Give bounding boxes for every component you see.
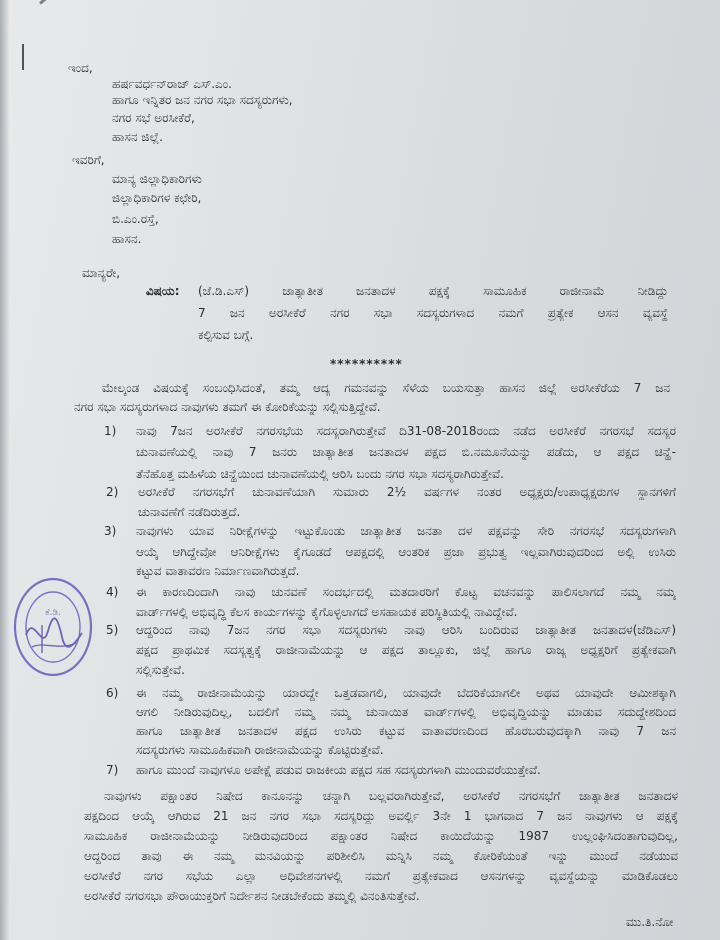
to-line: ಬಿ.ಎಂ.ರಸ್ತೆ, [112,212,159,226]
separator: ********** [330,357,403,371]
point-line: ಸಲ್ಲಿಸುತ್ತೇವೆ. [136,663,185,677]
point-line: ವಾರ್ಡ್‌ಗಳಲ್ಲಿ ಅಭಿವೃದ್ಧಿ ಕೆಲಸ ಕಾರ್ಯಗಳನ್ನು ಕೈಗೊಳ್ಳಲಾಗದೆ ಅಸಹಾಯಕ ಪರಿಸ್ಥಿತಿಯಲ್ಲಿ ನಾವಿದ್ದೇವೆ. [136,605,518,619]
point-line: ಈ ನಮ್ಮ ರಾಜೀನಾಮೆಯನ್ನು ಯಾರದ್ದೇ ಒತ್ತಡವಾಗಲಿ, ಯಾವುದೇ ಬೆದರಿಕೆಯಾಗಲೀ ಅಥವ ಯಾವುದೇ ಆಮೀಶಕ್ಕಾಗಿ [136,686,676,700]
salutation: ಮಾನ್ಯರೇ, [82,266,121,280]
pto-note: ಮು.ತಿ.ನೋ [626,915,674,929]
closing-line: ನಾವುಗಳು ಪಕ್ಷಾಂತರ ನಿಷೇದ ಕಾನೂನನ್ನು ಚನ್ನಾಗಿ ಬಲ್ಲವರಾಗಿರುತ್ತೇವೆ, ಅರಸೀಕೆರೆ ನಗರಸಭೆಗೆ ಜಾತ್ಯಾತೀತ ಜನತಾದಳ [104,789,678,803]
closing-line: ಪಕ್ಷದಿಂದ ಆಯ್ಕೆ ಆಗಿರುವ 21 ಜನ ನಗರ ಸಭಾ ಸದಸ್ಯರಿದ್ದು ಅವರ್ಲ್ಲಿ 3ನೇ 1 ಭಾಗವಾದ 7 ಜನ ನಾವುಗಳು ಆ ಪಕ್ಷಕ್ಕೆ [84,809,678,823]
page-shadow [0,0,10,940]
signature-stroke [26,618,82,646]
point-line: ಸದಸ್ಯರುಗಳು ಸಾಮೂಹಿಕವಾಗಿ ರಾಜೀನಾಮೆಯನ್ನು ಕೊಟ್ಟಿರುತ್ತೇವೆ. [136,743,384,757]
point-line: ಈ ಕಾರಣದಿಂದಾಗಿ ನಾವು ಚುನವಣೆ ಸಂದರ್ಭದಲ್ಲಿ ಮತದಾರರಿಗೆ ಕೊಟ್ಟ ವಚನವನ್ನು ಪಾಲಿಸಲಾಗದೆ ನಮ್ಮ ನಮ್ಮ [136,585,676,599]
point-number: 3) [104,524,117,538]
point-line: ಚುನಾವಣೆಗೆ ನಡೆದಿರುತ್ತದೆ. [138,505,241,519]
point-line: ನಾವು 7ಜನ ಅರಸೀಕೆರೆ ನಗರಸಭೆಯ ಸದಸ್ಯರಾಗಿರುತ್ತೇವೆ ದಿ31-08-2018ರಂದು ನಡೆದ ಅರಸೀಕೆರೆ ನಗರಸಭೆ ಸದಸ್ಯರ [136,424,676,438]
subject-line: 7 ಜನ ಅರಸೀಕೆರೆ ನಗರ ಸಭಾ ಸದಸ್ಯರುಗಳಾದ ನಮಗೆ ಪ್ರತ್ಯೇಕ ಆಸನ ವ್ಯವಸ್ಥೆ [198,306,668,320]
to-line: ಹಾಸನ. [112,232,142,246]
point-number: 5) [106,623,119,637]
point-number: 7) [106,763,119,777]
point-line: ಆಯ್ಕೆ ಆಗಿದ್ದೇವೋ ಆನಿರೀಕ್ಷೆಗಳು ಕೈಗೂಡದೆ ಆಪಕ್ಷದಲ್ಲಿ ಆಂತರಿಕ ಪ್ರಜಾ ಪ್ರಭುತ್ವ ಇಲ್ಲವಾಗಿರುವುದರಿಂದ ಅಲ್ಲಿ ಉಸಿರು [136,545,676,559]
page-fold-mark [39,0,65,5]
point-number: 2) [106,485,119,499]
from-line: ಹಾಗೂ ಇನ್ನಿತರ ಜನ ನಗರ ಸಭಾ ಸದಸ್ಯರುಗಳು, [112,93,293,107]
point-line: ಕಟ್ಟುವ ವಾತಾವರಣ ನಿರ್ಮಾಣವಾಗಿರುತ್ತದೆ. [136,564,300,578]
point-line: ತೆನೆಹೊತ್ತ ಮಹಿಳೆಯ ಚಿನ್ಹೆಯಿಂದ ಚುನಾವಣೆಯಲ್ಲಿ ಆರಿಸಿ ಬಂದು ನಗರ ಸಭಾ ಸದಸ್ಯರಾಗಿರುತ್ತೇವೆ. [136,467,504,481]
point-line: ಆಗಲಿ ನೀಡಿರುವುದಿಲ್ಲ, ಬದಲಿಗೆ ನಮ್ಮ ನಮ್ಮ ಚುನಾಯಿತ ವಾರ್ಡ್‌ಗಳಲ್ಲಿ ಅಭಿವೃದ್ಧಿಯನ್ನು ಮಾಡುವ ಸದುದ್ದೇಶದಿಂದ [136,705,676,719]
point-line: ಅರಸೀಕೆರೆ ನಗರಸಭೆಗೆ ಚುನಾವಣೆಯಾಗಿ ಸುಮಾರು 2½ ವರ್ಷಗಳ ನಂತರ ಅಧ್ಯಕ್ಷರು/ಉಪಾಧ್ಯಕ್ಷರುಗಳ ಸ್ಥಾನಗಳಿಗೆ [138,485,676,499]
point-number: 4) [106,585,119,599]
point-line: ಪಕ್ಷದ ಪ್ರಾಥಮಿಕ ಸದಸ್ಯತ್ವಕ್ಕೆ ರಾಜೀನಾಮೆಯನ್ನು ಆ ಪಕ್ಷದ ತಾಲ್ಲೂಕು, ಜಿಲ್ಲೆ ಹಾಗೂ ರಾಜ್ಯ ಅಧ್ಯಕ್ಷರಿಗೆ ಪ್ರತ್ಯೇಕವಾಗಿ [136,643,676,657]
margin-mark [22,44,24,70]
from-line: ಹರ್ಷವರ್ಧನ್‌ರಾಜ್ ಎಸ್.ಎಂ. [112,77,232,91]
closing-line: ಅರಸೀಕೆರೆ ನಗರ ಸಭೆಯ ಎಲ್ಲಾ ಅಧಿವೇಶನಗಳಲ್ಲಿ ನಮಗೆ ಪ್ರತ್ಯೇಕವಾದ ಆಸನಗಳನ್ನು ವ್ಯವಸ್ಥೆಯನ್ನು ಮಾಡಿಕೊಡಲು [84,869,678,883]
point-line: ಹಾಗೂ ಮುಂದೆ ನಾವುಗಳೂ ಅಪೇಕ್ಷೆ ಪಡುವ ರಾಜಕೀಯ ಪಕ್ಷದ ಸಹ ಸದಸ್ಯರುಗಳಾಗಿ ಮುಂದುವರೆಯುತ್ತೇವೆ. [136,763,541,777]
closing-line: ಆದ್ದರಿಂದ ತಾವು ಈ ನಮ್ಮ ಮನವಿಯನ್ನು ಪರಿಶೀಲಿಸಿ ಮನ್ನಿಸಿ ನಮ್ಮ ಕೋರಿಕೆಯಂತೆ ಇನ್ನು ಮುಂದೆ ನಡೆಯುವ [84,849,678,863]
intro-line: ಮೇಲ್ಕಂಡ ವಿಷಯಕ್ಕೆ ಸಂಬಂಧಿಸಿದಂತೆ, ತಮ್ಮ ಆದ್ಯ ಗಮನವನ್ನು ಸೆಳೆಯ ಬಯಸುತ್ತಾ ಹಾಸನ ಜಿಲ್ಲೆ ಅರಸೀಕೆರೆಯ 7 ಜನ [102,381,670,395]
closing-line: ಸಾಮೂಹಿಕ ರಾಜೀನಾಮೆಯನ್ನು ನೀಡಿರುವುದರಿಂದ ಪಕ್ಷಾಂತರ ನಿಷೇದ ಕಾಯಿದೆಯನ್ನು 1987 ಉಲ್ಲಂಘಿಸಿದಂತಾಗುವುದಿಲ್ಲ, [84,829,678,843]
subject-line: (ಜೆ.ಡಿ.ಎಸ್) ಜಾತ್ಯಾತೀತ ಜನತಾದಳ ಪಕ್ಷಕ್ಕೆ ಸಾಮೂಹಿಕ ರಾಜೀನಾಮೆ ನೀಡಿದ್ದು [198,284,668,298]
point-line: ಹಾಗೂ ಜಾತ್ಯಾತೀತ ಜನತಾದಳ ಪಕ್ಷದ ಉಸಿರು ಕಟ್ಟುವ ವಾತಾವರಣದಿಂದ ಹೊರಬರುವುದಕ್ಕಾಗಿ ನಾವು 7 ಜನ [136,724,676,738]
point-number: 1) [104,424,117,438]
from-line: ನಗರ ಸಭೆ ಅರಸೀಕೆರೆ, [112,111,195,125]
subject-label: ವಿಷಯ: [146,284,180,298]
closing-line: ಅರಸೀಕೆರೆ ನಗರಸಭಾ ಪೌರಾಯುಕ್ತರಿಗೆ ನಿರ್ದೇಶನ ನೀಡಬೇಕೆಂದು ತಮ್ಮಲ್ಲಿ ವಿನಂತಿಸುತ್ತೇವೆ. [84,889,420,903]
from-line: ಹಾಸನ ಜಿಲ್ಲೆ. [112,130,163,144]
official-stamp [12,575,94,679]
stamp-text: ಕೆ.ಡಿ. [45,608,61,618]
from-label: ಇಂದ, [68,61,93,75]
to-line: ಜಿಲ್ಲಾಧಿಕಾರಿಗಳ ಕಛೇರಿ, [112,191,202,205]
point-number: 6) [106,686,119,700]
to-line: ಮಾನ್ಯ ಜಿಲ್ಲಾಧಿಕಾರಿಗಳು [112,172,202,186]
to-label: ಇವರಿಗೆ, [72,153,105,167]
subject-line: ಕಲ್ಪಿಸುವ ಬಗ್ಗೆ. [198,328,254,342]
intro-line: ನಗರ ಸಭಾ ಸದಸ್ಯರುಗಳಾದ ನಾವುಗಳು ತಮಗೆ ಈ ಕೋರಿಕೆಯನ್ನು ಸಲ್ಲಿಸುತ್ತಿದ್ದೇವೆ. [74,400,381,414]
stamp-inner-ring [26,592,80,662]
point-line: ನಾವುಗಳು ಯಾವ ನಿರೀಕ್ಷೆಗಳನ್ನು ಇಟ್ಟುಕೊಂಡು ಜಾತ್ಯಾತೀತ ಜನತಾ ದಳ ಪಕ್ಷವನ್ನು ಸೇರಿ ನಗರಸಭೆ ಸದಸ್ಯರುಗಳಾಗಿ [136,524,676,538]
point-line: ಆದ್ದರಿಂದ ನಾವು 7ಜನ ನಗರ ಸಭಾ ಸದಸ್ಯರುಗಳು ನಾವು ಆರಿಸಿ ಬಂದಿರುವ ಜಾತ್ಯಾತೀತ ಜನತಾದಳ(ಜೆಡಿಎಸ್) [136,623,676,637]
point-line: ಚುನಾವಣೆಯಲ್ಲಿ ನಾವು 7 ಜನರು ಜಾತ್ಯಾತೀತ ಜನತಾದಳ ಪಕ್ಷದ ಬಿ.ನಮೂನೆಯನ್ನು ಪಡೆದು, ಆ ಪಕ್ಷದ ಚಿನ್ಹೆ- [136,445,676,459]
